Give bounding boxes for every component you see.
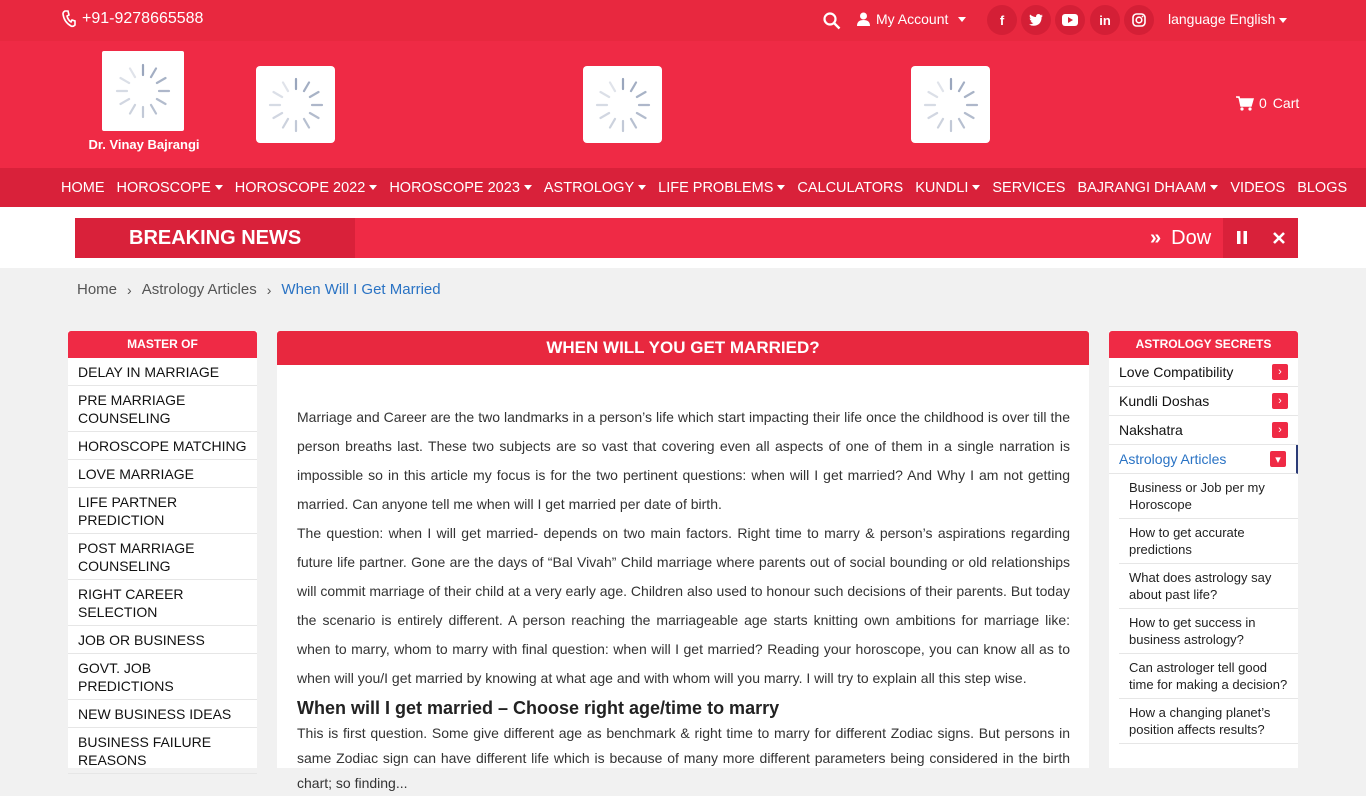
chevron-right-icon[interactable]: › — [1272, 422, 1288, 438]
nav-item-astrology[interactable] — [544, 180, 646, 196]
chevron-down-icon — [1210, 185, 1218, 190]
close-icon[interactable] — [1273, 228, 1285, 249]
sidebar-item[interactable] — [1109, 387, 1298, 416]
sidebar-item[interactable]: GOVT. JOB PREDICTIONS — [68, 654, 257, 700]
language-label: language English — [1168, 11, 1276, 27]
nav-item-blogs[interactable] — [1297, 180, 1347, 196]
chevron-right-icon[interactable]: › — [1272, 364, 1288, 380]
article-panel — [277, 331, 1089, 791]
breaking-news-label: BREAKING NEWS — [75, 218, 355, 258]
left-sidebar — [68, 331, 257, 768]
sidebar-item[interactable] — [1109, 445, 1298, 474]
right-sidebar-title: ASTROLOGY SECRETS — [1109, 331, 1298, 358]
my-account-label: My Account — [876, 11, 949, 27]
sidebar-item[interactable]: HOROSCOPE MATCHING — [68, 432, 257, 460]
chevron-right-icon: › — [266, 281, 272, 298]
nav-item-label: HOME — [61, 179, 105, 196]
logo[interactable] — [102, 51, 184, 131]
breaking-news-bar — [75, 218, 1298, 258]
article-subheading: When will I get married – Choose right age/time to marry — [297, 698, 780, 718]
cart-count: 0 — [1259, 95, 1267, 111]
nav-item-label: ASTROLOGY — [543, 179, 635, 196]
search-icon[interactable] — [823, 12, 841, 30]
article-body — [297, 403, 1070, 796]
nav-item-label: HOROSCOPE — [116, 179, 211, 196]
pause-icon[interactable] — [1236, 228, 1248, 249]
sidebar-item[interactable]: RIGHT CAREER SELECTION — [68, 580, 257, 626]
loading-spinner-icon — [111, 59, 175, 123]
nav-item-label: LIFE PROBLEMS — [658, 179, 774, 196]
loading-spinner-icon — [264, 73, 328, 137]
phone-contact[interactable] — [62, 10, 203, 28]
cart-button[interactable] — [1236, 95, 1299, 111]
sidebar-item-label: Nakshatra — [1119, 422, 1183, 438]
sidebar-item[interactable]: LOVE MARRIAGE — [68, 460, 257, 488]
sub-article-link[interactable]: How to get success in business astrology? — [1119, 609, 1298, 654]
sidebar-item[interactable]: DELAY IN MARRIAGE — [68, 358, 257, 386]
banner-image[interactable] — [911, 66, 990, 143]
cart-label: Cart — [1272, 95, 1300, 111]
nav-item-bajrangi-dhaam[interactable] — [1077, 180, 1218, 196]
sidebar-item[interactable]: NEW BUSINESS IDEAS — [68, 700, 257, 728]
sub-article-link[interactable]: How a changing planet’s position affects results? — [1119, 699, 1298, 744]
chevron-right-icon: › — [127, 281, 132, 298]
sidebar-item-label: Love Compatibility — [1119, 364, 1234, 380]
sidebar-item[interactable]: POST MARRIAGE COUNSELING — [68, 534, 257, 580]
sub-article-link[interactable]: What does astrology say about past life? — [1119, 564, 1298, 609]
sub-article-link[interactable]: Business or Job per my Horoscope — [1119, 474, 1298, 519]
news-ticker[interactable] — [1150, 218, 1211, 258]
nav-item-horoscope[interactable] — [117, 180, 223, 196]
chevron-down-icon — [215, 185, 223, 190]
language-selector[interactable] — [1168, 11, 1287, 27]
chevron-right-icon[interactable]: › — [1272, 393, 1288, 409]
nav-item-label: KUNDLI — [915, 179, 969, 196]
logo-name[interactable]: Dr. Vinay Bajrangi — [88, 137, 200, 152]
breadcrumb-home[interactable]: Home — [77, 281, 118, 298]
sidebar-item-label: Astrology Articles — [1119, 451, 1227, 467]
facebook-icon[interactable]: f — [987, 5, 1017, 35]
youtube-icon[interactable] — [1055, 5, 1085, 35]
chevron-down-icon — [958, 17, 966, 22]
nav-item-calculators[interactable] — [797, 180, 903, 196]
chevron-down-icon — [369, 185, 377, 190]
site-header — [0, 41, 1366, 168]
nav-item-services[interactable] — [992, 180, 1065, 196]
my-account-menu[interactable] — [857, 11, 966, 27]
article-title: WHEN WILL YOU GET MARRIED? — [277, 331, 1089, 365]
nav-item-videos[interactable] — [1230, 180, 1285, 196]
breadcrumb-current[interactable]: When Will I Get Married — [281, 281, 441, 298]
ticker-controls — [1223, 218, 1298, 258]
banner-image[interactable] — [583, 66, 662, 143]
article-paragraph: Marriage and Career are the two landmarks in a person’s life which start impacting their life once the childhood is over till the person breaths last. These two subjects are so vast that covering even all aspects of one of them in a single narration is impossible so in this article my focus is for the two pertinent questions: when will I get married? And Why I am not getting married. Can anyone tell me when will I get married per date of birth. — [297, 409, 1070, 512]
nav-item-label: VIDEOS — [1230, 179, 1286, 196]
sidebar-item[interactable]: PRE MARRIAGE COUNSELING — [68, 386, 257, 432]
nav-item-life-problems[interactable] — [658, 180, 785, 196]
nav-item-home[interactable] — [61, 180, 105, 196]
nav-item-label: SERVICES — [992, 179, 1066, 196]
nav-item-label: BLOGS — [1297, 179, 1348, 196]
chevron-down-icon — [1279, 18, 1287, 23]
loading-spinner-icon — [919, 73, 983, 137]
ticker-text: Dow — [1171, 226, 1212, 249]
nav-item-kundli[interactable] — [915, 180, 980, 196]
loading-spinner-icon — [591, 73, 655, 137]
sidebar-item[interactable]: BUSINESS FAILURE REASONS — [68, 728, 257, 774]
breadcrumb — [77, 281, 441, 298]
main-navigation — [0, 168, 1366, 207]
nav-item-label: HOROSCOPE 2022 — [234, 179, 366, 196]
chevron-down-icon — [638, 185, 646, 190]
phone-number: +91-9278665588 — [82, 10, 204, 27]
chevron-down-icon — [524, 185, 532, 190]
sidebar-item[interactable] — [1109, 416, 1298, 445]
sub-article-link[interactable]: Can astrologer tell good time for making a decision? — [1119, 654, 1298, 699]
linkedin-icon[interactable]: in — [1090, 5, 1120, 35]
instagram-icon[interactable] — [1124, 5, 1154, 35]
double-chevron-right-icon: » — [1150, 226, 1162, 249]
twitter-icon[interactable] — [1021, 5, 1051, 35]
sidebar-item[interactable]: JOB OR BUSINESS — [68, 626, 257, 654]
chevron-down-icon — [972, 185, 980, 190]
nav-item-horoscope-2023[interactable] — [389, 180, 532, 196]
breadcrumb-section[interactable]: Astrology Articles — [141, 281, 257, 298]
article-paragraph: This is first question. Some give different age as benchmark & right time to marry for different Zodiac signs. But persons in same Zodiac sign can have different life which is because of many more different parameters being considered in the birth chart; so finding... — [297, 725, 1070, 791]
nav-item-label: HOROSCOPE 2023 — [389, 179, 520, 196]
nav-item-label: CALCULATORS — [797, 179, 904, 196]
nav-item-label: BAJRANGI DHAAM — [1077, 179, 1207, 196]
right-sidebar — [1109, 331, 1298, 768]
article-paragraph: The question: when I will get married- depends on two main factors. Right time to marry & person’s aspirations regarding future life partner. Gone are the days of “Bal Vivah” Child marriage where parents out of social bounding or old relationships will commit marriage of their child at a very early age. Children also used to honour such decisions of their parents. But today the scenario is entirely different. A person reaching the marriageable age starts knitting own ambitions for marriage like: when to marry, whom to marry with final question: when will I get married? Reading your horoscope, you can know all as to when will you/I get married by knowing at what age and with whom will you marry. I will try to explain all this step wise. — [297, 525, 1070, 686]
sidebar-item-label: Kundli Doshas — [1119, 393, 1210, 409]
chevron-down-icon — [777, 185, 785, 190]
left-sidebar-title: MASTER OF — [68, 331, 257, 358]
top-bar — [0, 0, 1366, 41]
banner-image[interactable] — [256, 66, 335, 143]
cart-icon — [1236, 96, 1253, 111]
breaking-news-section — [0, 207, 1366, 268]
sidebar-item[interactable]: LIFE PARTNER PREDICTION — [68, 488, 257, 534]
user-icon — [857, 12, 870, 26]
chevron-down-icon[interactable]: ▾ — [1270, 451, 1286, 467]
nav-item-horoscope-2022[interactable] — [235, 180, 378, 196]
phone-icon — [62, 10, 76, 28]
sub-article-link[interactable]: How to get accurate predictions — [1119, 519, 1298, 564]
sidebar-item[interactable] — [1109, 358, 1298, 387]
